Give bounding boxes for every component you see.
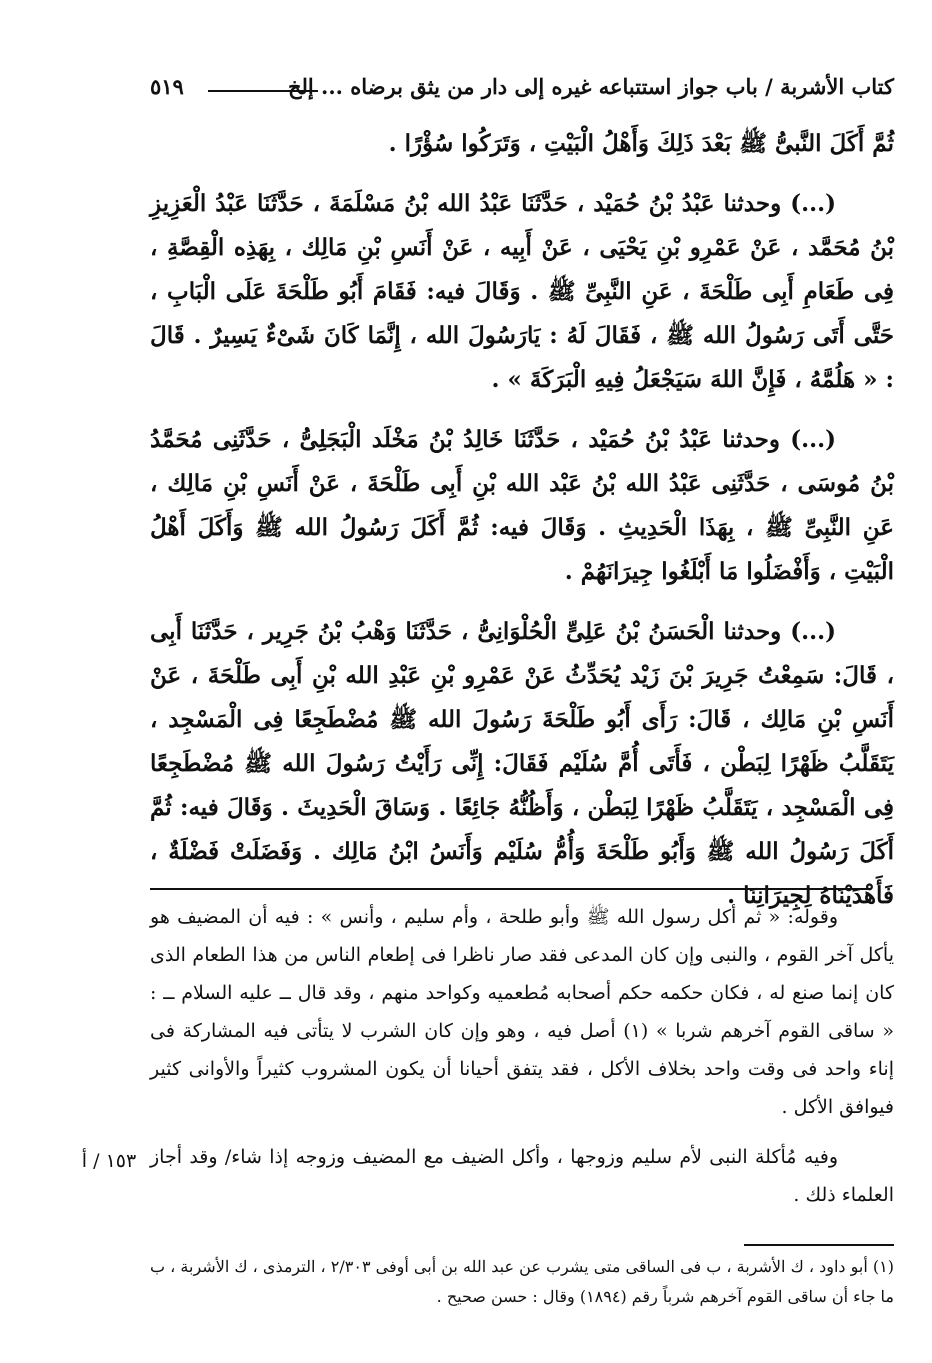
header-rule (208, 90, 318, 92)
running-header (150, 68, 894, 108)
commentary-paragraph: وفيه مُأكلة النبى لأم سليم وزوجها ، وأكل الضيف مع المضيف وزوجه إذا شاء/ وقد أجاز العلماء ذلك . (150, 1146, 894, 1206)
hadith-text (150, 122, 894, 918)
footnote-divider (744, 1244, 894, 1246)
hadith-paragraph: (...) وحدثنا عَبْدُ بْنُ حُمَيْد ، حَدَّثَنَا عَبْدُ الله بْنُ مَسْلَمَةَ ، حَدَّثَنَا عَبْدُ الْعَزِيزِ بْنُ مُحَمَّد ، عَنْ عَمْرِو بْنِ يَحْيَى ، عَنْ أَبِيه ، عَنْ أَنَسِ بْنِ مَالِك ، بِهَذِه الْقِصَّةِ ، فِى طَعَامِ أَبِى طَلْحَةَ ، عَنِ النَّبِىِّ ﷺ . وَقَالَ فيه: فَقَامَ أَبُو طَلْحَةَ عَلَى الْبَابِ ، حَتَّى أَتَى رَسُولُ الله ﷺ ، فَقَالَ لَهُ : يَارَسُولَ الله ، إِنَّمَا كَانَ شَىْءٌ يَسِيرٌ . قَالَ : « هَلُمَّهُ ، فَإِنَّ اللهَ سَيَجْعَلُ فِيهِ الْبَرَكَةَ » . (150, 190, 894, 393)
manuscript-folio-note: ١٥٣ / أ (81, 1150, 137, 1172)
commentary-paragraph: وقوله: « ثم أكل رسول الله ﷺ وأبو طلحة ، وأم سليم ، وأنس » : فيه أن المضيف هو يأكل آخر القوم ، والنبى وإن كان المدعى فقد صار ناظرا فى إطعام الناس من هذا الطعام الذى كان إنما صنع له ، فكان حكمه حكم أصحابه مُطعميه وكواحد منهم ، وقد قال ــ عليه السلام ــ : « ساقى القوم آخرهم شربا » (١) أصل فيه ، وهو وإن كان الشرب لا يتأتى فيه المشاركة فى إناء واحد فى وقت واحد بخلاف الأكل ، فقد يتفق أحيانا أن يكون المشروب كثيراً والأوانى كثير فيوافق الأكل . (150, 906, 895, 1118)
hadith-paragraph: (...) وحدثنا عَبْدُ بْنُ حُمَيْد ، حَدَّثَنَا خَالِدُ بْنُ مَخْلَد الْبَجَلِىُّ ، حَدَّثَنِى مُحَمَّدُ بْنُ مُوسَى ، حَدَّثَنِى عَبْدُ الله بْنُ عَبْد الله بْنِ أَبِى طَلْحَةَ ، عَنْ أَنَسِ بْنِ مَالِك ، عَنِ النَّبِىِّ ﷺ ، بِهَذَا الْحَدِيثِ . وَقَالَ فيه: ثُمَّ أَكَلَ رَسُولُ الله ﷺ وَأَكَلَ أَهْلُ الْبَيْتِ ، وَأَفْضَلُوا مَا أَبْلَغُوا جِيرَانَهُمْ . (150, 426, 894, 585)
hadith-continuation: ثُمَّ أَكَلَ النَّبىُّ ﷺ بَعْدَ ذَلِكَ وَأَهْلُ الْبَيْتِ ، وَتَرَكُوا سُؤْرًا . (388, 130, 894, 157)
hadith-paragraph: (...) وحدثنا الْحَسَنُ بْنُ عَلِىٍّ الْحُلْوَانِىُّ ، حَدَّثَنَا وَهْبُ بْنُ جَرِير ، حَدَّثَنَا أَبِى ، قَالَ: سَمِعْتُ جَرِيرَ بْنَ زَيْد يُحَدِّثُ عَنْ عَمْرِو بْنِ عَبْدِ الله بْنِ أَبِى طَلْحَةَ ، عَنْ أَنَسِ بْنِ مَالِك ، قَالَ: رَأَى أَبُو طَلْحَةَ رَسُولَ الله ﷺ مُضْطَجِعًا فِى الْمَسْجِد ، يَتَقَلَّبُ ظَهْرًا لِبَطْن ، فَأَتَى أُمَّ سُلَيْم فَقَالَ: إِنِّى رَأَيْتُ رَسُولَ الله ﷺ مُضْطَجِعًا فِى الْمَسْجِد ، يَتَقَلَّبُ ظَهْرًا لِبَطْن ، وَأَظُنُّهُ جَائِعًا . وَسَاقَ الْحَدِيثَ . وَقَالَ فيه: ثُمَّ أَكَلَ رَسُولُ الله ﷺ وَأَبُو طَلْحَةَ وَأُمُّ سُلَيْم وَأَنَسُ ابْنُ مَالِك . وَفَضَلَتْ فَضْلَةٌ ، فَأَهْدَيْنَاهُ لِجِيرَانِنَا . (150, 618, 894, 909)
header-title: كتاب الأشربة / باب جواز استتباعه غيره إلى دار من يثق برضاه ... إلخ (287, 74, 894, 99)
page-number: ٥١٩ (150, 74, 184, 99)
footnote-text: (١) أبو داود ، ك الأشربة ، ب فى الساقى متى يشرب عن عبد الله بن أبى أوفى ٢/٣٠٣ ، الترمذى ، ك الأشربة ، ب ما جاء أن ساقى القوم آخرهم شرباً رقم (١٨٩٤) وقال : حسن صحيح . (150, 1257, 895, 1306)
footnote (150, 1252, 894, 1312)
section-divider (150, 888, 870, 890)
commentary (150, 898, 894, 1214)
